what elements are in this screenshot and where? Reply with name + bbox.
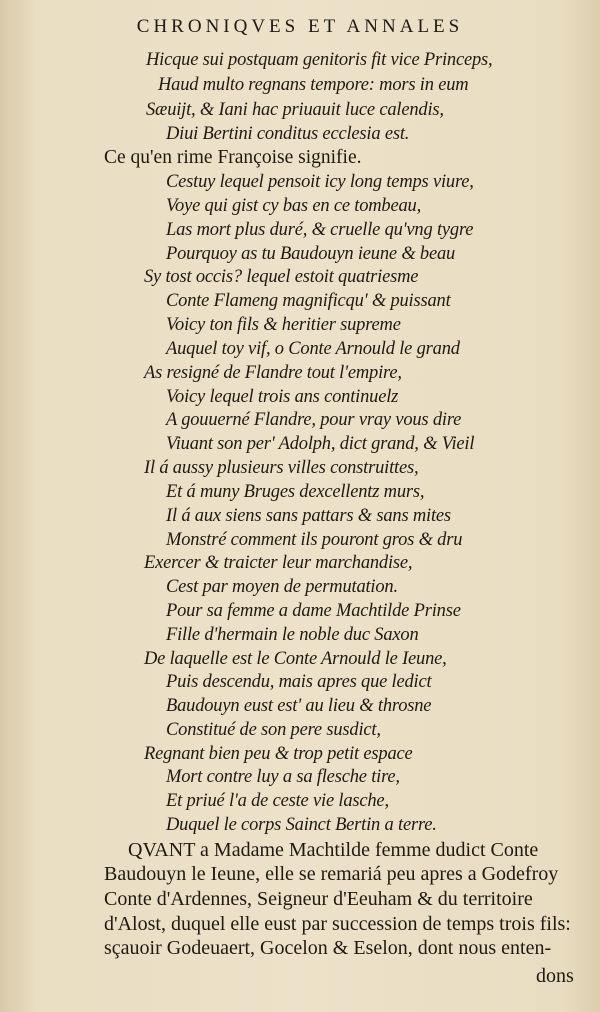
french-verse-line: Viuant son per' Adolph, dict grand, & Vieil [166,434,475,454]
french-verse-line: Las mort plus duré, & cruelle qu'vng tygre [166,220,474,240]
french-verse-line: Cestuy lequel pensoit icy long temps viure, [166,172,474,192]
prose-line: d'Alost, duquel elle eust par succession de temps trois fils: [104,913,571,935]
catchword: dons [536,965,574,987]
french-verse-line: Cest par moyen de permutation. [166,577,398,597]
intro-line: Ce qu'en rime Françoise signifie. [104,147,362,168]
latin-verse-line: Haud multo regnans tempore: mors in eum [158,75,469,95]
french-verse-line: A gouuerné Flandre, pour vray vous dire [166,410,462,430]
latin-verse-line: Hicque sui postquam genitoris fit vice Princeps, [146,50,493,70]
french-verse-line: Regnant bien peu & trop petit espace [144,744,413,764]
french-verse-line: Duquel le corps Sainct Bertin a terre. [166,815,437,835]
french-verse-line: Voye qui gist cy bas en ce tombeau, [166,196,422,216]
french-verse-line: Puis descendu, mais apres que ledict [166,672,432,692]
prose-line: Conte d'Ardennes, Seigneur d'Eeuham & du territoire [104,888,533,910]
french-verse-line: Et á muny Bruges dexcellentz murs, [166,482,425,502]
french-verse-line: Baudouyn eust est' au lieu & throsne [166,696,432,716]
french-verse-line: Mort contre luy a sa flesche tire, [166,767,400,787]
prose-line: QVANT a Madame Machtilde femme dudict Conte [128,839,539,861]
latin-verse-line: Diui Bertini conditus ecclesia est. [166,124,410,144]
prose-line: Baudouyn le Ieune, elle se remariá peu apres a Godefroy [104,863,559,885]
french-verse-line: Pour sa femme a dame Machtilde Prinse [166,601,461,621]
french-verse-line: Et priué l'a de ceste vie lasche, [166,791,389,811]
french-verse-line: As resigné de Flandre tout l'empire, [144,363,402,383]
running-header: CHRONIQVES ET ANNALES [136,16,464,37]
french-verse-line: Voicy ton fils & heritier supreme [166,315,401,335]
french-verse-line: Il á aussy plusieurs villes construittes, [144,458,419,478]
french-verse-line: Il á aux siens sans pattars & sans mites [166,506,451,526]
french-verse-line: Sy tost occis? lequel estoit quatriesme [144,267,419,287]
french-verse-line: Monstré comment ils pouront gros & dru [166,530,463,550]
french-verse-line: Auquel toy vif, o Conte Arnould le grand [166,339,460,359]
french-verse-line: Pourquoy as tu Baudouyn ieune & beau [166,244,456,264]
latin-verse-line: Sæuijt, & Iani hac priuauit luce calendis, [146,100,444,120]
french-verse-line: Fille d'hermain le noble duc Saxon [166,625,419,645]
french-verse-line: Conte Flameng magnificqu' & puissant [166,291,451,311]
french-verse-line: De laquelle est le Conte Arnould le Ieune, [144,649,447,669]
french-verse-line: Constitué de son pere susdict, [166,720,381,740]
french-verse-line: Exercer & traicter leur marchandise, [144,553,413,573]
prose-line: sçauoir Godeuaert, Gocelon & Eselon, dont nous enten- [104,937,552,959]
french-verse-line: Voicy lequel trois ans continuelz [166,387,399,407]
